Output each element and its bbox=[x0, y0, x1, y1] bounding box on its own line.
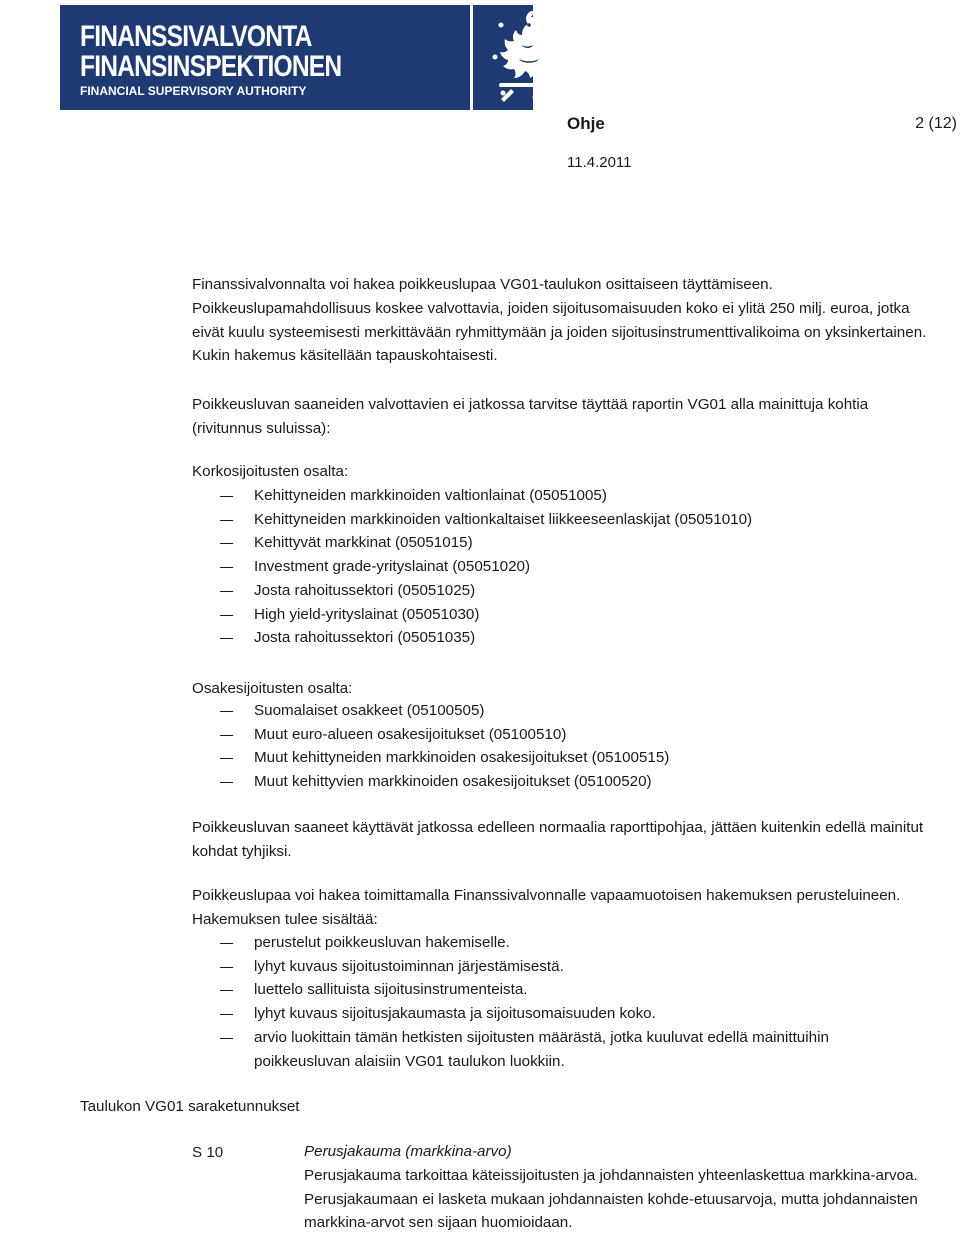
list-item-text: Josta rahoitussektori (05051035) bbox=[254, 629, 476, 647]
list-item bbox=[192, 531, 927, 555]
column-code: S 10 bbox=[192, 1144, 224, 1161]
list-item-text: Suomalaiset osakkeet (05100505) bbox=[254, 702, 485, 719]
list-item bbox=[192, 931, 927, 955]
list-item-text: perustelut poikkeusluvan hakemiselle. bbox=[254, 934, 510, 951]
list-item bbox=[192, 626, 927, 650]
list-item bbox=[192, 723, 927, 747]
logo-wordmark bbox=[80, 21, 399, 100]
dash-bullet-icon bbox=[220, 591, 233, 592]
application-paragraph: Poikkeuslupaa voi hakea toimittamalla Finanssivalvonnalle vapaamuotoisen hakemuksen perusteluineen. Hakemuksen tulee sisältää: bbox=[192, 887, 901, 928]
document-type: Ohje bbox=[567, 114, 605, 133]
column-title: Perusjakauma (markkina-arvo) bbox=[304, 1143, 512, 1160]
list-item-text: Josta rahoitussektori (05051025) bbox=[254, 581, 476, 599]
dash-bullet-icon bbox=[220, 615, 233, 616]
page-number: 2 (12) bbox=[915, 115, 957, 132]
interest-items-list bbox=[192, 484, 927, 650]
list-item-text: Kehittyvät markkinat (05051015) bbox=[254, 534, 473, 552]
dash-bullet-icon bbox=[220, 520, 233, 521]
list-item-text: Kehittyneiden markkinoiden valtionkaltaiset liikkeeseenlaskijat (05051010) bbox=[254, 510, 753, 528]
dash-bullet-icon bbox=[220, 990, 233, 991]
dash-bullet-icon bbox=[220, 496, 233, 497]
dash-bullet-icon bbox=[220, 711, 233, 712]
list-item-text: lyhyt kuvaus sijoitusjakaumasta ja sijoitusomaisuuden koko. bbox=[254, 1005, 656, 1023]
list-item-text: Muut kehittyvien markkinoiden osakesijoitukset (05100520) bbox=[254, 773, 652, 791]
dash-bullet-icon bbox=[220, 1038, 233, 1039]
logo-line-finnish: FINANSSIVALVONTA bbox=[80, 20, 312, 53]
list-item bbox=[192, 955, 927, 979]
intro-paragraph: Finanssivalvonnalta voi hakea poikkeuslupaa VG01-taulukon osittaiseen täyttämiseen. Poikkeuslupamahdollisuus koskee valvottavia, joiden sijoitusomaisuuden koko ei ylitä 250 milj. euroa, jotka eivät kuulu systeemisesti merkittävään ryhmittymään ja joiden sijoitusinstrumenttivalikoima on yksinkertainen. Kukin hakemus käsitellään tapauskohtaisesti. bbox=[192, 276, 927, 365]
dash-bullet-icon bbox=[220, 735, 233, 736]
continue-paragraph: Poikkeusluvan saaneet käyttävät jatkossa edelleen normaalia raporttipohjaa, jättäen kuitenkin edellä mainitut kohdat tyhjiksi. bbox=[192, 819, 924, 860]
list-item-text: luettelo sallituista sijoitusinstrumenteista. bbox=[254, 981, 528, 999]
dash-bullet-icon bbox=[220, 1014, 233, 1015]
dash-bullet-icon bbox=[220, 638, 233, 639]
interest-heading: Korkosijoitusten osalta: bbox=[192, 463, 349, 480]
list-item-text: lyhyt kuvaus sijoitustoiminnan järjestämisestä. bbox=[254, 957, 564, 975]
document-date: 11.4.2011 bbox=[567, 154, 632, 171]
dash-bullet-icon bbox=[220, 567, 233, 568]
list-item-text: Muut kehittyneiden markkinoiden osakesijoitukset (05100515) bbox=[254, 749, 670, 767]
list-item-text: arvio luokittain tämän hetkisten sijoitusten määrästä, jotka kuuluvat edellä mainittuihin poikkeusluvan alaisiin VG01 taulukon luokkiin. bbox=[254, 1028, 829, 1070]
list-item bbox=[192, 603, 927, 627]
list-item bbox=[192, 1002, 927, 1026]
application-items-list bbox=[192, 931, 927, 1073]
list-item bbox=[192, 508, 927, 532]
list-item-text: Investment grade-yrityslainat (05051020) bbox=[254, 558, 531, 576]
list-item bbox=[192, 770, 927, 794]
lion-emblem-icon bbox=[481, 11, 589, 105]
authority-logo-banner bbox=[60, 5, 533, 110]
dash-bullet-icon bbox=[220, 967, 233, 968]
list-item-text: Muut euro-alueen osakesijoitukset (05100510) bbox=[254, 725, 567, 743]
dash-bullet-icon bbox=[220, 543, 233, 544]
list-item-text: High yield-yrityslainat (05051030) bbox=[254, 605, 480, 623]
column-description: Perusjakauma tarkoittaa käteissijoitusten ja johdannaisten yhteenlaskettua markkina-arvoa. Perusjakaumaan ei lasketa mukaan johdannaisten kohde-etuusarvoja, mutta johdannaisten markkina-arvot sen sijaan huomioidaan. bbox=[304, 1167, 918, 1231]
dash-bullet-icon bbox=[220, 943, 233, 944]
equity-heading: Osakesijoitusten osalta: bbox=[192, 680, 353, 697]
list-item bbox=[192, 978, 927, 1002]
list-item bbox=[192, 484, 927, 508]
list-item bbox=[192, 555, 927, 579]
logo-line-swedish: FINANSINSPEKTIONEN bbox=[80, 50, 342, 83]
list-item bbox=[192, 699, 927, 723]
section-title: Taulukon VG01 saraketunnukset bbox=[80, 1098, 300, 1115]
logo-divider bbox=[470, 5, 473, 110]
dash-bullet-icon bbox=[220, 758, 233, 759]
list-item bbox=[192, 746, 927, 770]
list-item bbox=[192, 1026, 927, 1073]
list-item-text: Kehittyneiden markkinoiden valtionlainat (05051005) bbox=[254, 487, 607, 504]
exempt-intro-paragraph: Poikkeusluvan saaneiden valvottavien ei jatkossa tarvitse täyttää raportin VG01 alla mainittuja kohtia (rivitunnus suluissa): bbox=[192, 396, 869, 437]
dash-bullet-icon bbox=[220, 782, 233, 783]
equity-items-list bbox=[192, 699, 927, 794]
list-item bbox=[192, 579, 927, 603]
logo-line-english: FINANCIAL SUPERVISORY AUTHORITY bbox=[80, 84, 307, 98]
